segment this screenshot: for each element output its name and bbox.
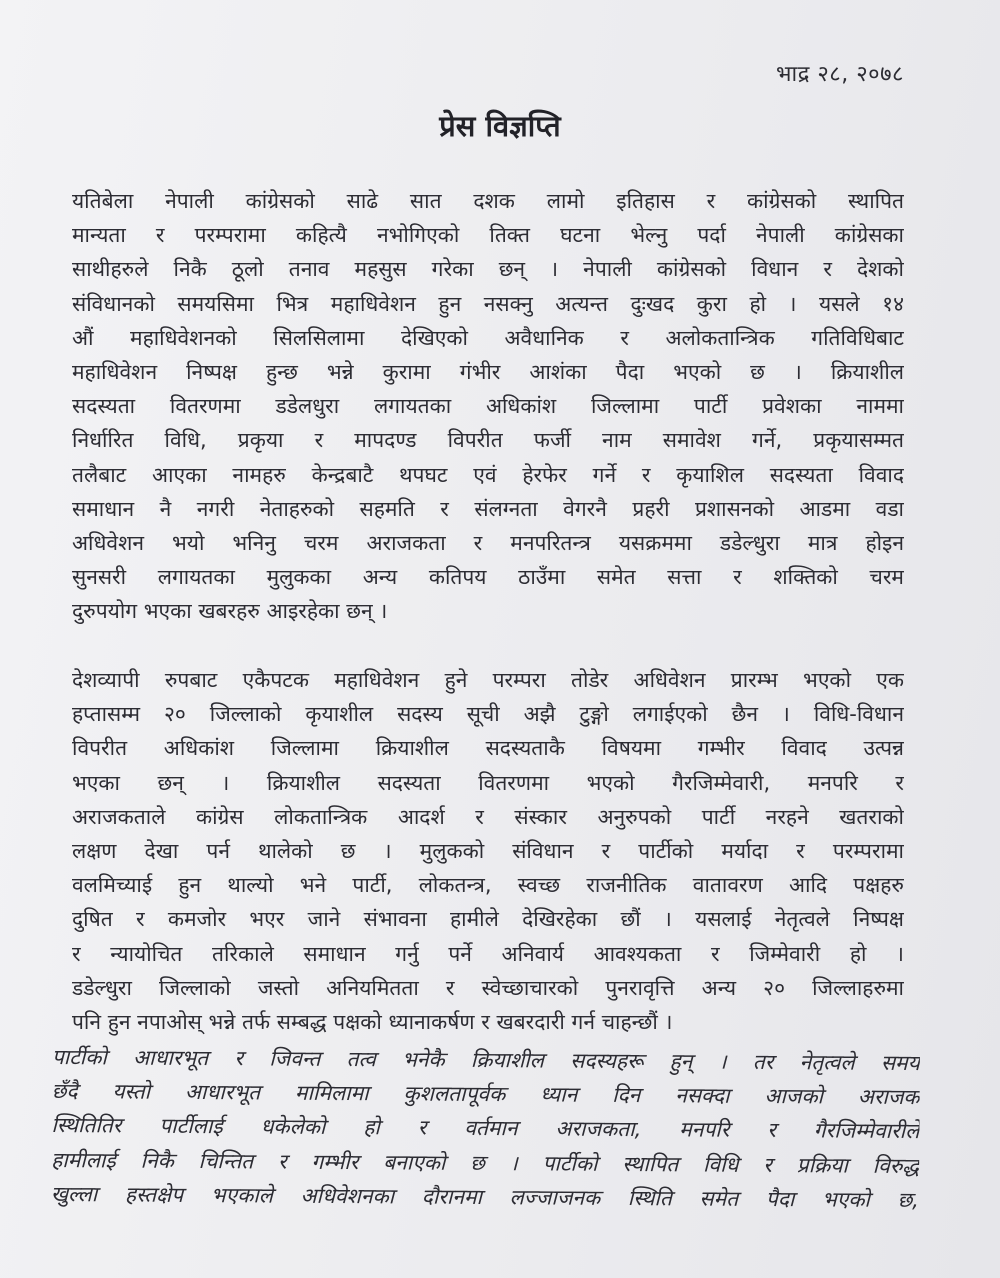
paragraph-1	[72, 184, 904, 628]
text-line: महाधिवेशन निष्पक्ष हुन्छ भन्ने कुरामा गंभीर आशंका पैदा भएको छ । क्रियाशील	[72, 359, 904, 384]
text-line: र न्यायोचित तरिकाले समाधान गर्नु पर्ने अनिवार्य आवश्यकता र जिम्मेवारी हो ।	[72, 941, 904, 966]
text-line: हामीलाई निकै चिन्तित र गम्भीर बनाएको छ । पार्टीको स्थापित विधि र प्रक्रिया विरुद्ध	[51, 1147, 920, 1178]
text-line: सदस्यता वितरणमा डडेलधुरा लगायतका अधिकांश जिल्लामा पार्टी प्रवेशका नाममा	[72, 394, 904, 419]
text-line: वलमिच्याई हुन थाल्यो भने पार्टी, लोकतन्त्र, स्वच्छ राजनीतिक वातावरण आदि पक्षहरु	[72, 873, 904, 898]
release-date: भाद्र २८, २०७८	[776, 62, 904, 87]
text-line: अराजकताले कांग्रेस लोकतान्त्रिक आदर्श र संस्कार अनुरुपको पार्टी नरहने खतराको	[72, 804, 904, 829]
text-line: पार्टीको आधारभूत र जिवन्त तत्व भनेकै क्रियाशील सदस्यहरू हुन् । तर नेतृत्वले समय	[51, 1044, 920, 1076]
text-line: साथीहरुले निकै ठूलो तनाव महसुस गरेका छन् । नेपाली कांग्रेसको विधान र देशको	[72, 257, 904, 282]
text-line: दुरुपयोग भएका खबरहरु आइरहेका छन् ।	[72, 599, 388, 624]
text-line: भएका छन् । क्रियाशील सदस्यता वितरणमा भएको गैरजिम्मेवारी, मनपरि र	[72, 770, 904, 795]
text-line: स्थितितिर पार्टीलाई धकेलेको हो र वर्तमान अराजकता, मनपरि र गैरजिम्मेवारीले	[51, 1113, 920, 1144]
text-line: देशव्यापी रुपबाट एकैपटक महाधिवेशन हुने परम्परा तोडेर अधिवेशन प्रारम्भ भएको एक	[72, 668, 904, 692]
text-line: खुल्ला हस्तक्षेप भएकाले अधिवेशनका दौरानमा लज्जाजनक स्थिति समेत पैदा भएको छ,	[50, 1181, 919, 1212]
text-line: सुनसरी लगायतका मुलुकका अन्य कतिपय ठाउँमा समेत सत्ता र शक्तिको चरम	[72, 565, 904, 590]
text-line: संविधानको समयसिमा भित्र महाधिवेशन हुन नसक्नु अत्यन्त दुःखद कुरा हो । यसले १४	[72, 291, 904, 316]
text-line: यतिबेला नेपाली कांग्रेसको साढे सात दशक लामो इतिहास र कांग्रेसको स्थापित	[72, 189, 904, 213]
text-line: तलैबाट आएका नामहरु केन्द्रबाटै थपघट एवं हेरफेर गर्ने र कृयाशिल सदस्यता विवाद	[72, 462, 904, 487]
text-line: औं महाधिवेशनको सिलसिलामा देखिएको अवैधानिक र अलोकतान्त्रिक गतिविधिबाट	[72, 325, 904, 350]
text-line: विपरीत अधिकांश जिल्लामा क्रियाशील सदस्यताकै विषयमा गम्भीर विवाद उत्पन्न	[72, 736, 904, 761]
text-line: डडेल्धुरा जिल्लाको जस्तो अनियमितता र स्वेच्छाचारको पुनरावृत्ति अन्य २० जिल्लाहरुमा	[72, 975, 904, 1000]
text-line: अधिवेशन भयो भनिनु चरम अराजकता र मनपरितन्त्र यसक्रममा डडेल्धुरा मात्र होइन	[72, 530, 904, 555]
text-line: समाधान नै नगरी नेताहरुको सहमति र संलग्नता वेगरनै प्रहरी प्रशासनको आडमा वडा	[72, 496, 904, 521]
text-line: पनि हुन नपाओस् भन्ने तर्फ सम्बद्ध पक्षको ध्यानाकर्षण र खबरदारी गर्न चाहन्छौं ।	[72, 1009, 673, 1034]
text-line: दुषित र कमजोर भएर जाने संभावना हामीले देखिरहेका छौं । यसलाई नेतृत्वले निष्पक्ष	[72, 907, 904, 932]
text-line: निर्धारित विधि, प्रकृया र मापदण्ड विपरीत फर्जी नाम समावेश गर्ने, प्रकृयासम्मत	[72, 428, 904, 453]
text-line: लक्षण देखा पर्न थालेको छ । मुलुकको संविधान र पार्टीको मर्यादा र परम्परामा	[72, 838, 904, 863]
text-line: छँदै यस्तो आधारभूत मामिलामा कुशलतापूर्वक ध्यान दिन नसक्दा आजको अराजक	[51, 1079, 920, 1110]
page-title: प्रेस विज्ञप्ति	[439, 109, 561, 143]
paragraph-3	[51, 1040, 920, 1217]
text-line: हप्तासम्म २० जिल्लाको कृयाशील सदस्य सूची अझै टुङ्गो लगाईएको छैन । विधि-विधान	[72, 702, 904, 727]
paragraph-2	[72, 663, 904, 1039]
text-line: मान्यता र परम्परामा कहित्यै नभोगिएको तिक्त घटना भेल्नु पर्दा नेपाली कांग्रेसका	[72, 223, 904, 248]
